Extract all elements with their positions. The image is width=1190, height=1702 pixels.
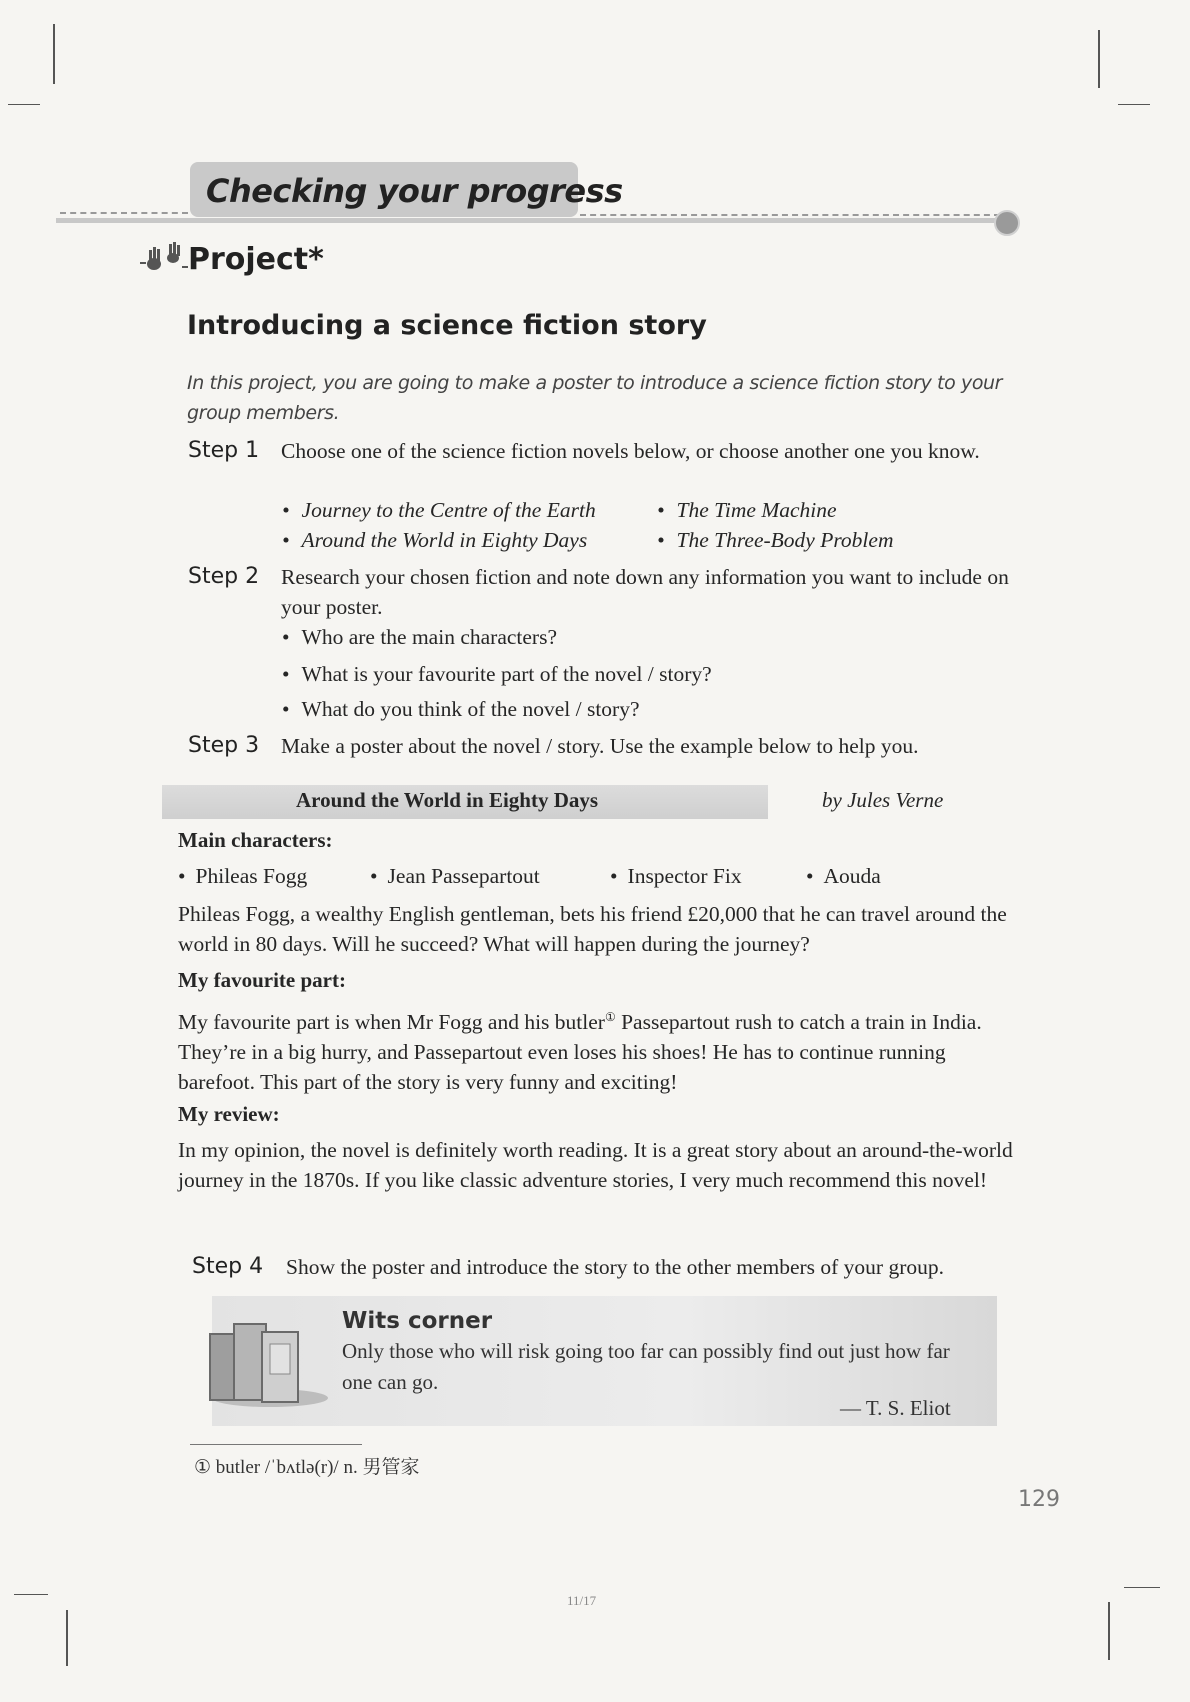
crop-mark	[1118, 104, 1150, 105]
footnote-marker: ①	[604, 1010, 616, 1024]
character-item: • Phileas Fogg	[178, 864, 307, 889]
step-4-text: Show the poster and introduce the story to the other members of your group.	[286, 1255, 944, 1279]
project-heading: Project*	[188, 242, 324, 277]
poster-summary: Phileas Fogg, a wealthy English gentleman, bets his friend £20,000 that he can travel around the world in 80 days. Will he succeed? What will happen during the journey?	[178, 902, 1007, 956]
banner-rule	[56, 218, 1006, 223]
character-item: • Inspector Fix	[610, 864, 742, 889]
footnote-rule	[190, 1444, 362, 1445]
step-3-text: Make a poster about the novel / story. Use the example below to help you.	[281, 734, 919, 758]
wits-title: Wits corner	[342, 1308, 493, 1334]
novel-item: • The Three-Body Problem	[657, 525, 893, 555]
sheet-number: 11/17	[567, 1593, 597, 1608]
character-item: • Aouda	[806, 864, 881, 889]
step-1-text: Choose one of the science fiction novels below, or choose another one you know.	[281, 439, 980, 463]
step-1-label: Step 1	[188, 438, 260, 463]
banner-dash-right	[580, 214, 1000, 216]
banner-dash-left	[60, 212, 188, 214]
question-item: • What do you think of the novel / story?	[282, 694, 640, 724]
step-2-text: Research your chosen fiction and note down any information you want to include on your poster.	[281, 565, 1009, 619]
section-title: Introducing a science fiction story	[187, 310, 707, 341]
footnote: ① butler /ˈbʌtlə(r)/ n. 男管家	[194, 1457, 420, 1478]
crop-mark	[1124, 1587, 1160, 1588]
favourite-heading: My favourite part:	[178, 968, 346, 992]
question-item: • Who are the main characters?	[282, 622, 557, 652]
books-icon	[200, 1300, 330, 1410]
crop-mark	[1108, 1602, 1110, 1660]
crop-mark	[53, 24, 55, 84]
wits-author: — T. S. Eliot	[840, 1396, 951, 1420]
step-4-label: Step 4	[192, 1254, 264, 1279]
character-item: • Jean Passepartout	[370, 864, 540, 889]
review-heading: My review:	[178, 1102, 280, 1126]
crop-mark	[8, 104, 40, 105]
banner-dot	[994, 210, 1020, 236]
novel-item: • Around the World in Eighty Days	[282, 525, 587, 555]
crop-mark	[1098, 30, 1100, 88]
favourite-text: My favourite part is when Mr Fogg and his butler① Passepartout rush to catch a train in India. They’re in a big hurry, and Passepartout even loses his shoes! He has to continue running barefoot. This part of the story is very funny and exciting!	[178, 1010, 982, 1095]
poster-author: by Jules Verne	[822, 788, 944, 812]
hands-icon	[140, 238, 188, 278]
question-item: • What is your favourite part of the novel / story?	[282, 659, 712, 689]
banner-title: Checking your progress	[206, 172, 623, 210]
crop-mark	[14, 1594, 48, 1595]
characters-heading: Main characters:	[178, 828, 333, 852]
crop-mark	[66, 1610, 68, 1666]
step-3-label: Step 3	[188, 733, 260, 758]
novel-item: • The Time Machine	[657, 495, 837, 525]
step-2-label: Step 2	[188, 564, 260, 589]
novel-item: • Journey to the Centre of the Earth	[282, 495, 596, 525]
wits-quote: Only those who will risk going too far can possibly find out just how far one can go.	[342, 1339, 950, 1394]
poster-title: Around the World in Eighty Days	[296, 788, 599, 812]
review-text: In my opinion, the novel is definitely worth reading. It is a great story about an around-the-world journey in the 1870s. If you like classic adventure stories, I very much recommend this novel!	[178, 1138, 1013, 1192]
page-number: 129	[1018, 1487, 1060, 1512]
intro-text: In this project, you are going to make a poster to introduce a science fiction story to your group members.	[187, 372, 1003, 424]
